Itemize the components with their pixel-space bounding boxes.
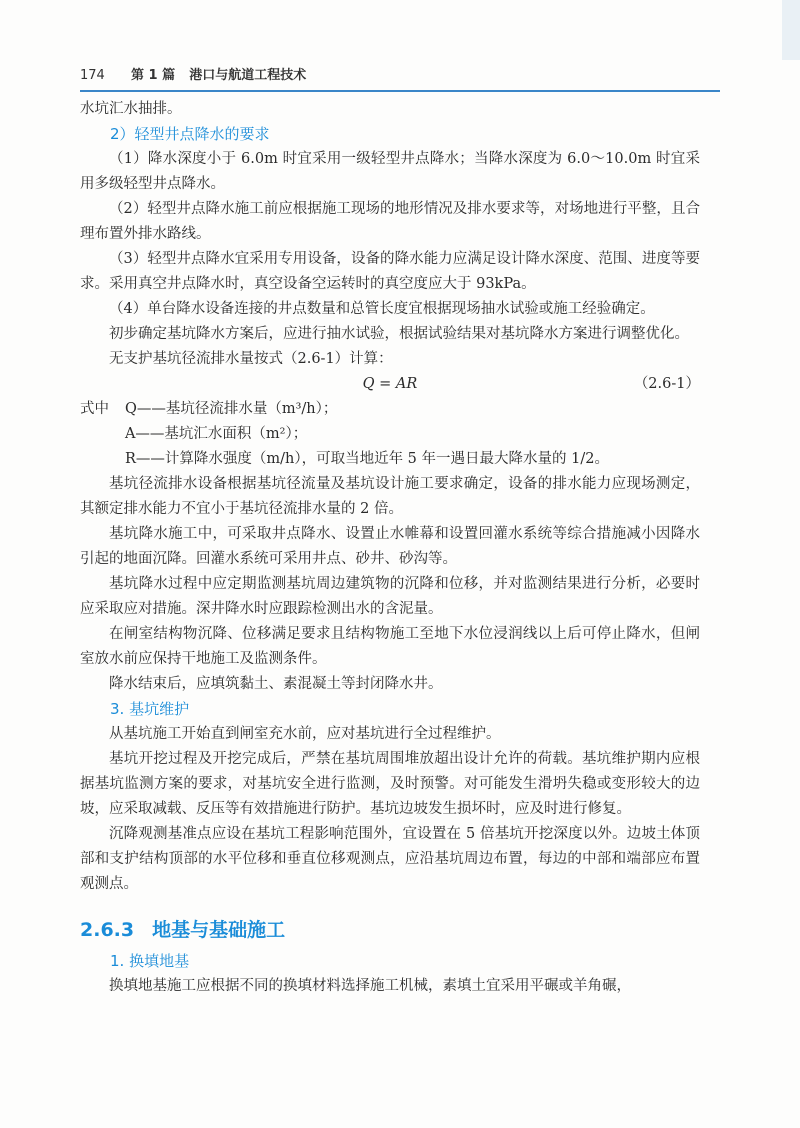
paragraph: 基坑降水施工中，可采取井点降水、设置止水帷幕和设置回灌水系统等综合措施减小因降水引起的地面沉降。回灌水系统可采用井点、砂井、砂沟等。 xyxy=(80,526,700,567)
paragraph: 沉降观测基准点应设在基坑工程影响范围外，宜设置在 5 倍基坑开挖深度以外。边坡土体顶部和支护结构顶部的水平位移和垂直位移观测点，应沿基坑周边布置，每边的中部和端部应布置观测点。 xyxy=(80,826,700,892)
paragraph: 无支护基坑径流排水量按式（2.6-1）计算： xyxy=(109,351,393,367)
subheading-replacement: 1. 换填地基 xyxy=(110,952,190,970)
page-edge-tab xyxy=(782,0,800,60)
paragraph: 从基坑施工开始直到闸室充水前，应对基坑进行全过程维护。 xyxy=(109,726,501,742)
list-item: （4）单台降水设备连接的井点数量和总管长度宜根据现场抽水试验或施工经验确定。 xyxy=(109,301,655,317)
formula-expression: Q = AR xyxy=(362,376,418,392)
definition-q-text: Q——基坑径流排水量（m³/h）； xyxy=(124,401,338,417)
definition-a: A——基坑汇水面积（m²）； xyxy=(124,426,308,442)
paragraph: 初步确定基坑降水方案后，应进行抽水试验，根据试验结果对基坑降水方案进行调整优化。 xyxy=(109,326,689,342)
part-label: 第 1 篇 xyxy=(130,68,176,83)
subheading-light-well: 2）轻型井点降水的要求 xyxy=(110,125,270,143)
formula xyxy=(80,372,700,397)
definition-lead: 式中 xyxy=(80,401,109,417)
list-item: （1）降水深度小于 6.0m 时宜采用一级轻型井点降水；当降水深度为 6.0～10.0m 时宜采用多级轻型井点降水。 xyxy=(80,151,700,192)
paragraph: 在闸室结构物沉降、位移满足要求且结构物施工至地下水位浸润线以上后可停止降水，但闸室放水前应保持干地施工及监测条件。 xyxy=(80,626,700,667)
section-title: 地基与基础施工 xyxy=(152,919,286,941)
list-item: （2）轻型井点降水施工前应根据施工现场的地形情况及排水要求等，对场地进行平整，且合理布置外排水路线。 xyxy=(80,201,700,242)
subheading-pit-maintenance: 3. 基坑维护 xyxy=(110,700,190,718)
paragraph: 基坑降水过程中应定期监测基坑周边建筑物的沉降和位移，并对监测结果进行分析，必要时应采取应对措施。深井降水时应跟踪检测出水的含泥量。 xyxy=(80,576,700,617)
paragraph: 基坑开挖过程及开挖完成后，严禁在基坑周围堆放超出设计允许的荷载。基坑维护期内应根据基坑监测方案的要求，对基坑安全进行监测，及时预警。对可能发生滑坍失稳或变形较大的边坡，应采取减载、反压等有效措施进行防护。基坑边坡发生损坏时，应及时进行修复。 xyxy=(80,751,700,817)
section-heading xyxy=(80,915,700,945)
page-body xyxy=(80,97,700,999)
header-rule xyxy=(80,90,720,92)
paragraph: 水坑汇水抽排。 xyxy=(80,101,182,117)
formula-number: （2.6-1） xyxy=(633,376,700,392)
definition-r: R——计算降水强度（m/h），可取当地近年 5 年一遇日最大降水量的 1/2。 xyxy=(124,451,609,467)
paragraph: 基坑径流排水设备根据基坑径流量及基坑设计施工要求确定，设备的排水能力应现场测定，其额定排水能力不宜小于基坑径流排水量的 2 倍。 xyxy=(80,476,700,517)
part-title: 港口与航道工程技术 xyxy=(189,68,307,83)
list-item: （3）轻型井点降水宜采用专用设备，设备的降水能力应满足设计降水深度、范围、进度等要求。采用真空井点降水时，真空设备空运转时的真空度应大于 93kPa。 xyxy=(80,251,700,292)
running-header xyxy=(80,64,720,90)
definition-q xyxy=(80,397,700,422)
paragraph: 降水结束后，应填筑黏土、素混凝土等封闭降水井。 xyxy=(109,676,443,692)
page-number: 174 xyxy=(80,68,105,83)
paragraph: 换填地基施工应根据不同的换填材料选择施工机械，素填土宜采用平碾或羊角碾， xyxy=(109,978,631,994)
section-number: 2.6.3 xyxy=(80,919,135,941)
